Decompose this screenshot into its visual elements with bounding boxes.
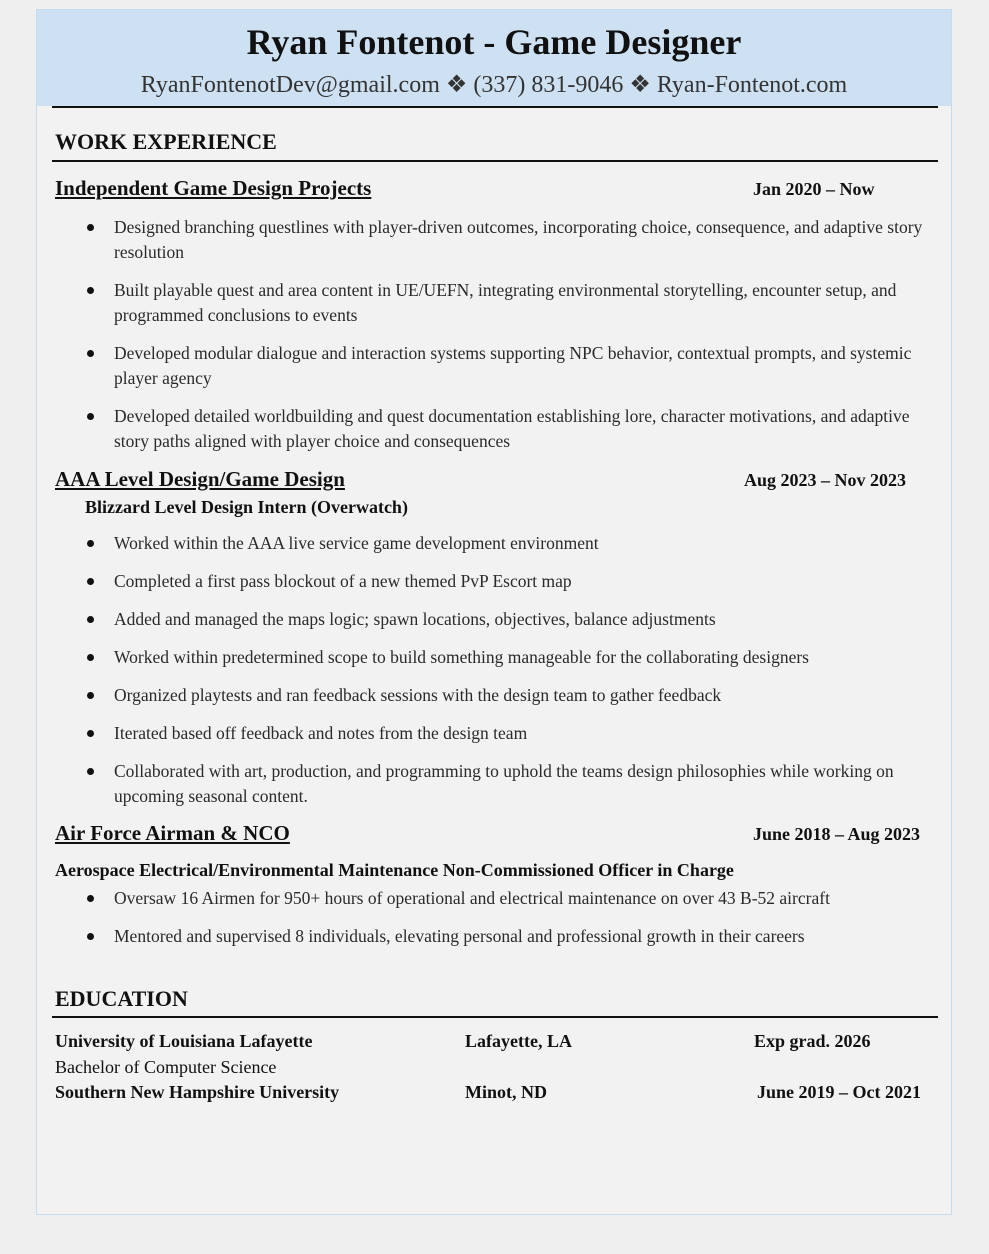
bullet-text: Added and managed the maps logic; spawn locations, objectives, balance adjustments xyxy=(114,609,716,629)
bullet-icon xyxy=(87,578,94,585)
bullet-icon xyxy=(87,730,94,737)
job-title: Air Force Airman & NCO xyxy=(55,821,290,845)
job-date: Aug 2023 – Nov 2023 xyxy=(744,470,907,490)
bullet-icon xyxy=(87,692,94,699)
school-name: Southern New Hampshire University xyxy=(55,1082,340,1102)
bullet-text: Iterated based off feedback and notes from the design team xyxy=(114,723,528,743)
education-section-divider xyxy=(52,1016,938,1018)
bullet-icon xyxy=(87,933,94,940)
bullet-text: Collaborated with art, production, and programming to uphold the teams design philosophies while working on upcoming seasonal content. xyxy=(114,761,894,806)
school-date: June 2019 – Oct 2021 xyxy=(757,1082,921,1102)
bullet-item xyxy=(87,278,937,328)
bullet-icon xyxy=(87,768,94,775)
bullet-icon xyxy=(87,540,94,547)
bullet-text: Organized playtests and ran feedback sessions with the design team to gather feedback xyxy=(114,685,722,705)
contact-line: RyanFontenotDev@gmail.com ❖ (337) 831-9046 ❖ Ryan-Fontenot.com xyxy=(140,72,848,98)
bullet-icon xyxy=(87,350,94,357)
job-title: Independent Game Design Projects xyxy=(55,176,372,200)
bullet-item xyxy=(87,924,937,949)
bullet-text: Worked within the AAA live service game development environment xyxy=(114,533,599,553)
bullet-item xyxy=(87,215,937,265)
bullet-icon xyxy=(87,616,94,623)
bullet-item xyxy=(87,645,937,670)
bullet-icon xyxy=(87,287,94,294)
resume-name: Ryan Fontenot - Game Designer xyxy=(246,22,742,62)
bullet-text: Worked within predetermined scope to build something manageable for the collaborating designers xyxy=(114,647,809,667)
bullet-item xyxy=(87,759,937,809)
job-date: Jan 2020 – Now xyxy=(753,179,875,199)
bullet-text: Mentored and supervised 8 individuals, elevating personal and professional growth in their careers xyxy=(114,926,805,946)
bullet-icon xyxy=(87,224,94,231)
school-name: University of Louisiana Lafayette xyxy=(55,1031,313,1051)
job-bullets xyxy=(87,886,937,949)
job-title: AAA Level Design/Game Design xyxy=(55,467,345,491)
school-location: Lafayette, LA xyxy=(465,1031,572,1051)
bullet-text: Developed detailed worldbuilding and quest documentation establishing lore, character motivations, and adaptive story paths aligned with player choice and consequences xyxy=(114,406,910,451)
education-section-title: EDUCATION xyxy=(55,986,188,1011)
work-section-title: WORK EXPERIENCE xyxy=(55,129,277,154)
bullet-item xyxy=(87,569,937,594)
bullet-item xyxy=(87,721,937,746)
bullet-item xyxy=(87,531,937,556)
bullet-icon xyxy=(87,654,94,661)
bullet-text: Built playable quest and area content in UE/UEFN, integrating environmental storytelling, encounter setup, and programmed conclusions to events xyxy=(114,280,897,325)
job-date: June 2018 – Aug 2023 xyxy=(753,824,921,844)
bullet-item xyxy=(87,341,937,391)
job-bullets xyxy=(87,215,937,454)
work-section-divider xyxy=(52,160,938,162)
school-date: Exp grad. 2026 xyxy=(754,1031,871,1051)
job-role: Blizzard Level Design Intern (Overwatch) xyxy=(85,497,408,517)
bullet-text: Completed a first pass blockout of a new themed PvP Escort map xyxy=(114,571,572,591)
bullet-text: Developed modular dialogue and interaction systems supporting NPC behavior, contextual prompts, and systemic player agency xyxy=(114,343,912,388)
degree: Bachelor of Computer Science xyxy=(55,1057,277,1077)
bullet-item xyxy=(87,683,937,708)
bullet-text: Oversaw 16 Airmen for 950+ hours of operational and electrical maintenance on over 43 B-52 aircraft xyxy=(114,888,830,908)
school-location: Minot, ND xyxy=(465,1082,547,1102)
job-bullets xyxy=(87,531,937,809)
bullet-item xyxy=(87,886,937,911)
header-divider xyxy=(52,106,938,108)
job-role: Aerospace Electrical/Environmental Maintenance Non-Commissioned Officer in Charge xyxy=(55,860,734,880)
resume-page xyxy=(36,9,952,1215)
bullet-item xyxy=(87,607,937,632)
bullet-icon xyxy=(87,413,94,420)
bullet-item xyxy=(87,404,937,454)
bullet-icon xyxy=(87,895,94,902)
bullet-text: Designed branching questlines with player-driven outcomes, incorporating choice, consequence, and adaptive story resolution xyxy=(114,217,923,262)
